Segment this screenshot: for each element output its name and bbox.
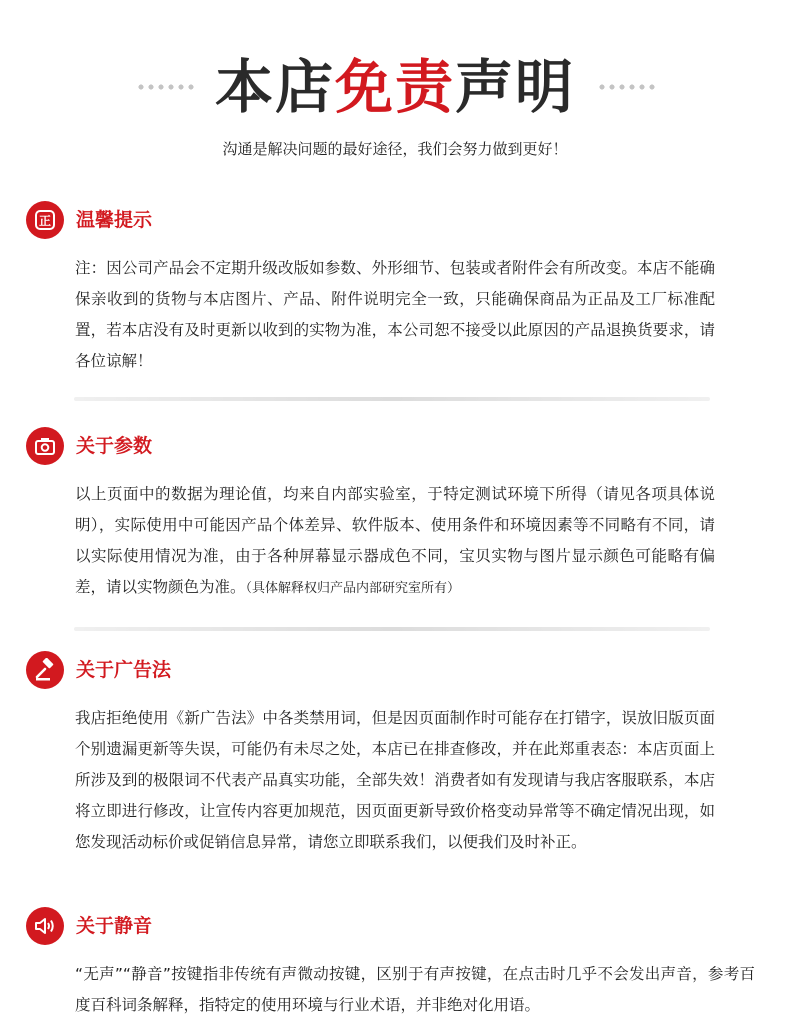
divider [74, 397, 710, 401]
section-note: （具体解释权归产品内部研究室所有） [245, 581, 461, 596]
section-title: 关于静音 [76, 915, 153, 937]
speaker-icon [26, 907, 64, 945]
title-part-1: 本店 [214, 53, 335, 121]
section-body [75, 479, 715, 604]
title-highlight: 免责 [334, 53, 455, 121]
section-title: 关于广告法 [76, 659, 172, 681]
section-title: 关于参数 [76, 435, 153, 457]
svg-text:正: 正 [38, 214, 52, 228]
section-body: 注：因公司产品会不定期升级改版如参数、外形细节、包装或者附件会有所改变。本店不能确保亲收到的货物与本店图片、产品、附件说明完全一致，只能确保商品为正品及工厂标准配置，若本店没有及时更新以收到的实物为准，本公司恕不接受以此原因的产品退换货要求，请各位谅解！ [75, 259, 715, 370]
title-part-2: 声明 [455, 53, 576, 121]
decorative-dots-right [597, 84, 657, 90]
section-body: 我店拒绝使用《新广告法》中各类禁用词，但是因页面制作时可能存在打错字，误放旧版页面个别遗漏更新等失误，可能仍有未尽之处，本店已在排查修改，并在此郑重表态：本店页面上所涉及到的极限词不代表产品真实功能，全部失效！消费者如有发现请与我店客服联系，本店将立即进行修改，让宣传内容更加规范，因页面更新导致价格变动异常等不确定情况出现，如您发现活动标价或促销信息异常，请您立即联系我们，以便我们及时补正。 [75, 709, 715, 851]
divider [74, 627, 710, 631]
page-subtitle: 沟通是解决问题的最好途径，我们会努力做到更好！ [222, 140, 568, 158]
camera-icon [26, 427, 64, 465]
gavel-icon [26, 651, 64, 689]
section-body: “无声”“静音”按键指非传统有声微动按键，区别于有声按键，在点击时几乎不会发出声音，参考百度百科词条解释，指特定的使用环境与行业术语，并非绝对化用语。 [75, 965, 755, 1014]
seal-icon [26, 201, 64, 239]
page-title [0, 52, 790, 122]
header [0, 40, 790, 140]
section-title: 温馨提示 [76, 209, 153, 231]
section-body-text: 以上页面中的数据为理论值，均来自内部实验室，于特定测试环境下所得（请见各项具体说明），实际使用中可能因产品个体差异、软件版本、使用条件和环境因素等不同略有不同，请以实际使用情况为准，由于各种屏幕显示器成色不同，宝贝实物与图片显示颜色可能略有偏差，请以实物颜色为准。 [75, 485, 715, 596]
